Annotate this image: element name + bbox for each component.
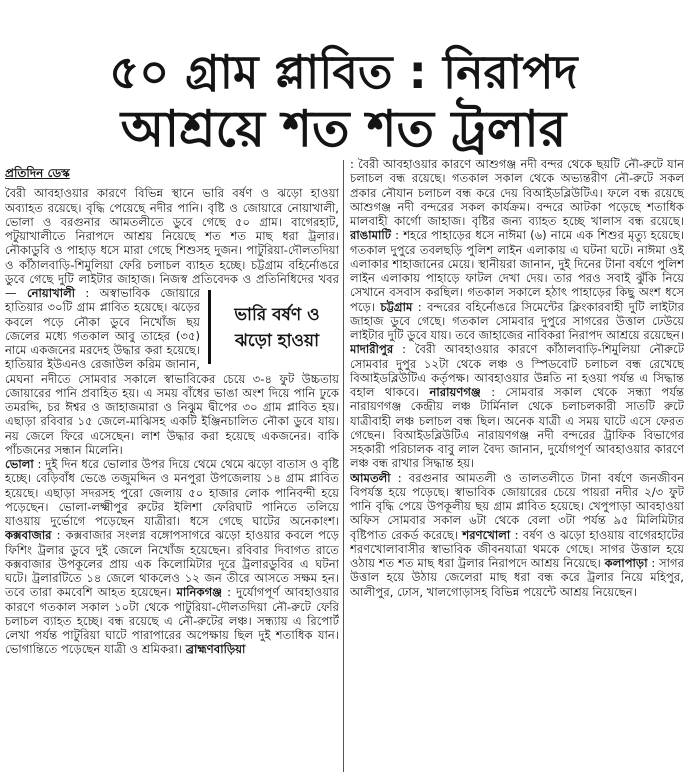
article-column-right xyxy=(350,157,684,772)
paragraph-text: : বৈরী আবহাওয়ার কারণে আশুগঞ্জ নদী বন্দর থেকে ছয়টি নৌ-রুটে যান চলাচল বন্ধ রয়েছে। গতকাল সকাল থেকে অভ্যন্তরীণ নৌ-রুটে সকল প্রকার নৌযান চলাচল বন্ধ করে দেয় বিআইডব্লিউটিএ। ফলে বন্ধ রয়েছে আশুগঞ্জ নদী বন্দরের সকল কার্যক্রম। বন্দরে আটকা পড়েছে শতাধিক মালবাহী কার্গো জাহাজ। বৃষ্টির জন্য ব্যাহত হচ্ছে খালাস বন্ধ রয়েছে। xyxy=(350,157,684,228)
paragraph xyxy=(5,457,339,657)
paragraph xyxy=(350,342,684,470)
dateline-place: নোয়াখালী xyxy=(26,286,76,300)
paragraph xyxy=(5,186,339,457)
paragraph-text: : বন্দরের বহির্নোঙরে সিমেন্টের ক্লিংকারবাহী দুটি লাইটার জাহাজ ডুবে গেছে। গতকাল সোমবার দুপুরে সাগরের উত্তাল ঢেউয়ে লাইটার দুটি ডুবে যায়। তবে জাহাজের নাবিকরা নিরাপদ আশ্রয়ে রয়েছেন। xyxy=(350,299,684,342)
paragraph-text: : কক্সবাজার সংলগ্ন বঙ্গোপসাগরে ঝড়ো হাওয়ার কবলে পড়ে ফিশিং ট্রলার ডুবে দুই জেলে নিখোঁজ হয়েছেন। রবিবার দিবাগত রাতে কক্সবাজার উপকূলের প্রায় এক কিলোমিটার দূরে ট্রলারডুবির এ ঘটনা ঘটে। ট্রলারটিতে ১৪ জেলে থাকলেও ১২ জন তীরে আসতে সক্ষম হন। তবে তারা কমবেশি আহত হয়েছেন। xyxy=(5,528,339,600)
paragraph-text: : শহরে পাহাড়ের ধসে নাঈমা (৬) নামে এক শিশুর মৃত্যু হয়েছে। গতকাল দুপুরে তবলছড়ি পুলিশ লাইন এলাকায় এ ঘটনা ঘটে। নাঈমা ওই এলাকার শাহাজানের মেয়ে। স্থানীয়রা জানান, দুই দিনের টানা বর্ষণে পুলিশ লাইন এলাকায় পাহাড়ে ফাটল দেখা দেয়। তার পরও সবাই ঝুঁকি নিয়ে সেখানে বসবাস করছিল। গতকাল সকালে হঠাৎ পাহাড়ের কিছু অংশ ধসে পড়ে। xyxy=(350,228,684,314)
page-top-edge xyxy=(0,0,687,6)
paragraph-text: : অস্বাভাবিক জোয়ারে হাতিয়ার ৩০টি গ্রাম প্লাবিত হয়েছে। ঝড়ের কবলে পড়ে নৌকা ডুবে নিখোঁজ ছয় জেলের মধ্যে গতকাল আবু তাহের (৩৫) নামে একজনের মরদেহ উদ্ধার করা হয়েছে। হাতিয়ার ইউএনও রেজাউল করিম জানান, মেঘনা নদীতে সোমবার সকালে স্বাভাবিকের চেয়ে ৩-৪ ফুট উচ্চতায় জোয়ারের পানি প্রবাহিত হয়। এ সময় বাঁধের ভাঙা অংশ দিয়ে পানি ঢুকে তমরদ্দি, চর ঈশ্বর ও জাহাজমারা ও নিঝুম দ্বীপের ৩০ গ্রাম প্লাবিত হয়। এছাড়া রবিবার ১৫ জেলে-মাঝিসহ একটি ইঞ্জিনচালিত নৌকা ডুবে যায়। নয় জেলে ফিরে এসেছেন। লাশ উদ্ধার করা হয়েছে একজনের। বাকি পাঁচজনের সন্ধান মিলেনি। xyxy=(5,286,339,457)
pull-quote-text xyxy=(221,302,333,354)
dateline-place: মানিকগঞ্জ xyxy=(176,585,223,600)
paragraph-text: : সোমবার সকাল থেকে সন্ধ্যা পর্যন্ত নারায়ণগঞ্জ কেন্দ্রীয় লঞ্চ টার্মিনাল থেকে চলাচলকারী সাতটি রুটে যাত্রীবাহী লঞ্চ চলাচল বন্ধ ছিল। অনেক যাত্রী এ সময় ঘাটে এসে ফেরত গেছেন। বিআইডব্লিউটিএ নারায়ণগঞ্জ নদী বন্দরের ট্রাফিক বিভাগের সহকারী পরিচালক বাবু লাল বৈদ্য জানান, দুর্যোগপূর্ণ আবহাওয়ার কারণে লঞ্চ বন্ধ রাখার সিদ্ধান্ত হয়। xyxy=(350,385,684,471)
dateline-place: নারায়ণগঞ্জ xyxy=(429,385,481,399)
dateline-place: কক্সবাজার xyxy=(5,528,52,543)
column-divider xyxy=(343,160,344,772)
dateline-place: ব্রাহ্মণবাড়িয়া xyxy=(185,642,246,657)
dateline-place: ভোলা xyxy=(5,457,34,471)
article-column-left xyxy=(5,166,339,772)
paragraph-text: : দুর্যোগপূর্ণ আবহাওয়ার কারণে গতকাল সকাল ১০টা থেকে পাটুরিয়া-দৌলতদিয়া নৌ-রুটে ফেরি চলাচল ব্যাহত হচ্ছে। বন্ধ রয়েছে এ নৌ-রুটের লঞ্চ। সন্ধ্যায় এ রিপোর্ট লেখা পর্যন্ত পাটুরিয়া ঘাটে পারাপারের অপেক্ষায় ছিল দুই শতাধিক যান। ভোগান্তিতে পড়েছেন যাত্রী ও শ্রমিকরা। xyxy=(5,585,339,657)
pull-quote-line-1: ভারি বর্ষণ ও xyxy=(234,305,320,325)
paragraph-text: : বর্ষণ ও ঝড়ো হাওয়ায় বাগেরহাটের শরণখোলাবাসীর স্বাভাবিক জীবনযাত্রা থমকে গেছে। সাগর উত্তাল হয়ে ওঠায় শত শত মাছ ধরা ট্রলার নিরাপদে আশ্রয় নিয়েছে। xyxy=(350,527,684,570)
paragraph xyxy=(350,471,684,599)
dateline-place: মাদারীপুর xyxy=(350,342,394,357)
dateline-place: চট্টগ্রাম xyxy=(380,299,413,314)
headline-line-2: আশ্রয়ে শত শত ট্রলার xyxy=(120,100,567,158)
paragraph-text: বৈরী আবহাওয়ার কারণে বিভিন্ন স্থানে ভারি বর্ষণ ও ঝড়ো হাওয়া অব্যাহত রয়েছে। বৃদ্ধি পেয়েছে নদীর পানি। বৃষ্টি ও জোয়ারে নোয়াখালী, ভোলা ও বরগুনার আমতলীতে ডুবে গেছে ৫০ গ্রাম। বাগেরহাট, পটুয়াখালীতে নিরাপদে আশ্রয় নিয়েছে শত শত মাছ ধরা ট্রলার। নৌকাডুবি ও পাহাড় ধসে মারা গেছে শিশুসহ দুজন। পাটুরিয়া-দৌলতদিয়া ও কাঁঠালবাড়ি-শিমুলিয়া ফেরি চলাচল ব্যাহত হচ্ছে। চট্টগ্রাম বহির্নোঙরে ডুবে গেছে দুটি লাইটার জাহাজ। নিজস্ব প্রতিবেদক ও প্রতিনিধিদের খবর— xyxy=(5,186,339,300)
paragraph-text: : বৈরী আবহাওয়ার কারণে কাঁঠালবাড়ি-শিমুলিয়া নৌরুটে সোমবার দুপুর ১২টা থেকে লঞ্চ ও স্পিডবোট চলাচল বন্ধ রেখেছে বিআইডব্লিউটিএ কর্তৃপক্ষ। আবহাওয়ার উন্নতি না হওয়া পর্যন্ত এ সিদ্ধান্ত বহাল থাকবে। xyxy=(350,342,684,399)
paragraph-text: : দুই দিন ধরে ভোলার উপর দিয়ে থেমে থেমে ঝড়ো বাতাস ও বৃষ্টি হচ্ছে। বেড়িবাঁধ ভেঙে তজুমদ্দিন ও মনপুরা উপজেলায় ১৪ গ্রাম প্লাবিত হয়েছে। এছাড়া সদরসহ পুরো জেলায় ৫০ হাজার লোক পানিবন্দী হয়ে পড়েছেন। ভোলা-লক্ষ্মীপুর রুটের ইলিশা ফেরিঘাট পানিতে তলিয়ে যাওয়ায় দুর্ভোগে পড়েছেন যাত্রীরা। ধসে গেছে ঘাটের অনেকাংশ। xyxy=(5,457,339,528)
headline-line-1: ৫০ গ্রাম প্লাবিত : নিরাপদ xyxy=(109,45,578,99)
paragraph-text: : সাগর উত্তাল হয়ে উঠায় জেলেরা মাছ ধরা বন্ধ করে ট্রলার নিয়ে মহিপুর, আলীপুর, ঢোস, খালগোড়াসহ বিভিন্ন পয়েন্টে আশ্রয় নিয়েছেন। xyxy=(350,556,684,599)
pull-quote-line-2: ঝড়ো হাওয়া xyxy=(235,331,319,351)
paragraph-text: : বরগুনার আমতলী ও তালতলীতে টানা বর্ষণে জনজীবন বিপর্যস্ত হয়ে পড়েছে। স্বাভাবিক জোয়ারের চেয়ে পায়রা নদীর ২/৩ ফুট পানি বৃদ্ধি পেয়ে উপকূলীয় ছয় গ্রাম প্লাবিত হয়েছে। খেপুপাড়া আবহাওয়া অফিস সোমবার সকাল ৬টা থেকে বেলা ৩টা পর্যন্ত ৯৫ মিলিমিটার বৃষ্টিপাত রেকর্ড করেছে। xyxy=(350,470,684,542)
dateline-place: আমতলী xyxy=(350,470,391,485)
dateline-place: কলাপাড়া xyxy=(604,556,648,570)
dateline-place: শরণখোলা xyxy=(462,527,511,542)
byline: প্রতিদিন ডেস্ক xyxy=(5,166,70,180)
pull-quote xyxy=(208,290,339,364)
paragraph xyxy=(350,157,684,342)
dateline-place: রাঙামাটি xyxy=(350,228,392,243)
